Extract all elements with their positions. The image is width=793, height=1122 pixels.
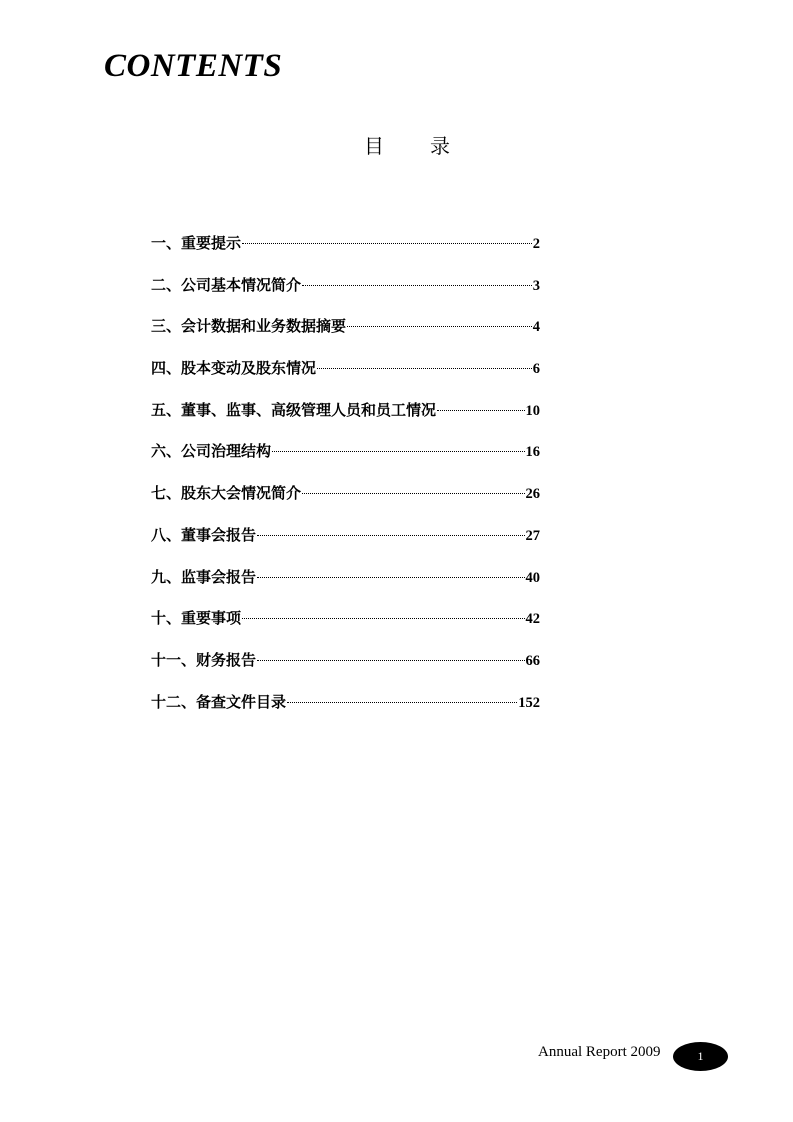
toc-entry-title: 六、公司治理结构 — [151, 442, 272, 461]
toc-entry-title: 三、会计数据和业务数据摘要 — [151, 317, 347, 336]
toc-entry-page: 4 — [532, 319, 540, 336]
toc-entry-title: 十二、备查文件目录 — [151, 692, 287, 711]
page-number-badge: 1 — [673, 1042, 728, 1071]
toc-entry-page: 2 — [532, 236, 540, 252]
footer-report-label: Annual Report 2009 — [538, 1044, 661, 1060]
toc-entry-title: 十、重要事项 — [151, 609, 242, 628]
toc-entry-title: 四、股本变动及股东情况 — [151, 359, 317, 378]
toc-entry-page: 66 — [525, 652, 540, 669]
toc-entry-title: 七、股东大会情况简介 — [151, 484, 302, 503]
toc-dot-leader — [257, 577, 524, 578]
toc-entry[interactable] — [151, 524, 540, 566]
toc-entry-page: 27 — [525, 527, 540, 544]
toc-entry-page: 6 — [532, 361, 540, 378]
toc-entry-page: 26 — [525, 486, 540, 503]
table-of-contents — [151, 232, 540, 732]
toc-dot-leader — [302, 493, 524, 494]
toc-dot-leader — [257, 535, 524, 536]
toc-entry[interactable] — [151, 274, 540, 316]
toc-entry-page: 3 — [532, 277, 540, 294]
toc-entry-title: 一、重要提示 — [151, 234, 242, 252]
mulu-heading: 目录 — [364, 134, 496, 158]
toc-entry-page: 40 — [525, 569, 540, 586]
toc-entry[interactable] — [151, 482, 540, 524]
toc-dot-leader — [257, 660, 524, 661]
toc-dot-leader — [347, 326, 532, 327]
toc-entry-title: 八、董事会报告 — [151, 525, 257, 544]
toc-entry-page: 10 — [525, 402, 540, 419]
contents-heading: CONTENTS — [104, 48, 283, 84]
toc-dot-leader — [287, 702, 517, 703]
toc-entry-page: 152 — [518, 694, 540, 711]
toc-entry[interactable] — [151, 232, 540, 274]
toc-entry[interactable] — [151, 649, 540, 691]
toc-entry-title: 九、监事会报告 — [151, 567, 257, 586]
toc-entry-title: 二、公司基本情况简介 — [151, 275, 302, 294]
toc-dot-leader — [317, 368, 532, 369]
toc-entry[interactable] — [151, 691, 540, 733]
toc-entry-title: 五、董事、监事、高级管理人员和员工情况 — [151, 400, 437, 419]
toc-dot-leader — [437, 410, 524, 411]
toc-entry[interactable] — [151, 566, 540, 608]
toc-entry-page: 42 — [525, 611, 540, 628]
toc-entry[interactable] — [151, 607, 540, 649]
toc-dot-leader — [242, 243, 532, 244]
toc-entry[interactable] — [151, 357, 540, 399]
toc-entry-page: 16 — [525, 444, 540, 461]
toc-dot-leader — [302, 285, 532, 286]
toc-entry[interactable] — [151, 440, 540, 482]
toc-dot-leader — [272, 451, 524, 452]
toc-entry[interactable] — [151, 315, 540, 357]
toc-entry[interactable] — [151, 399, 540, 441]
toc-dot-leader — [242, 618, 524, 619]
toc-entry-title: 十一、财务报告 — [151, 650, 257, 669]
